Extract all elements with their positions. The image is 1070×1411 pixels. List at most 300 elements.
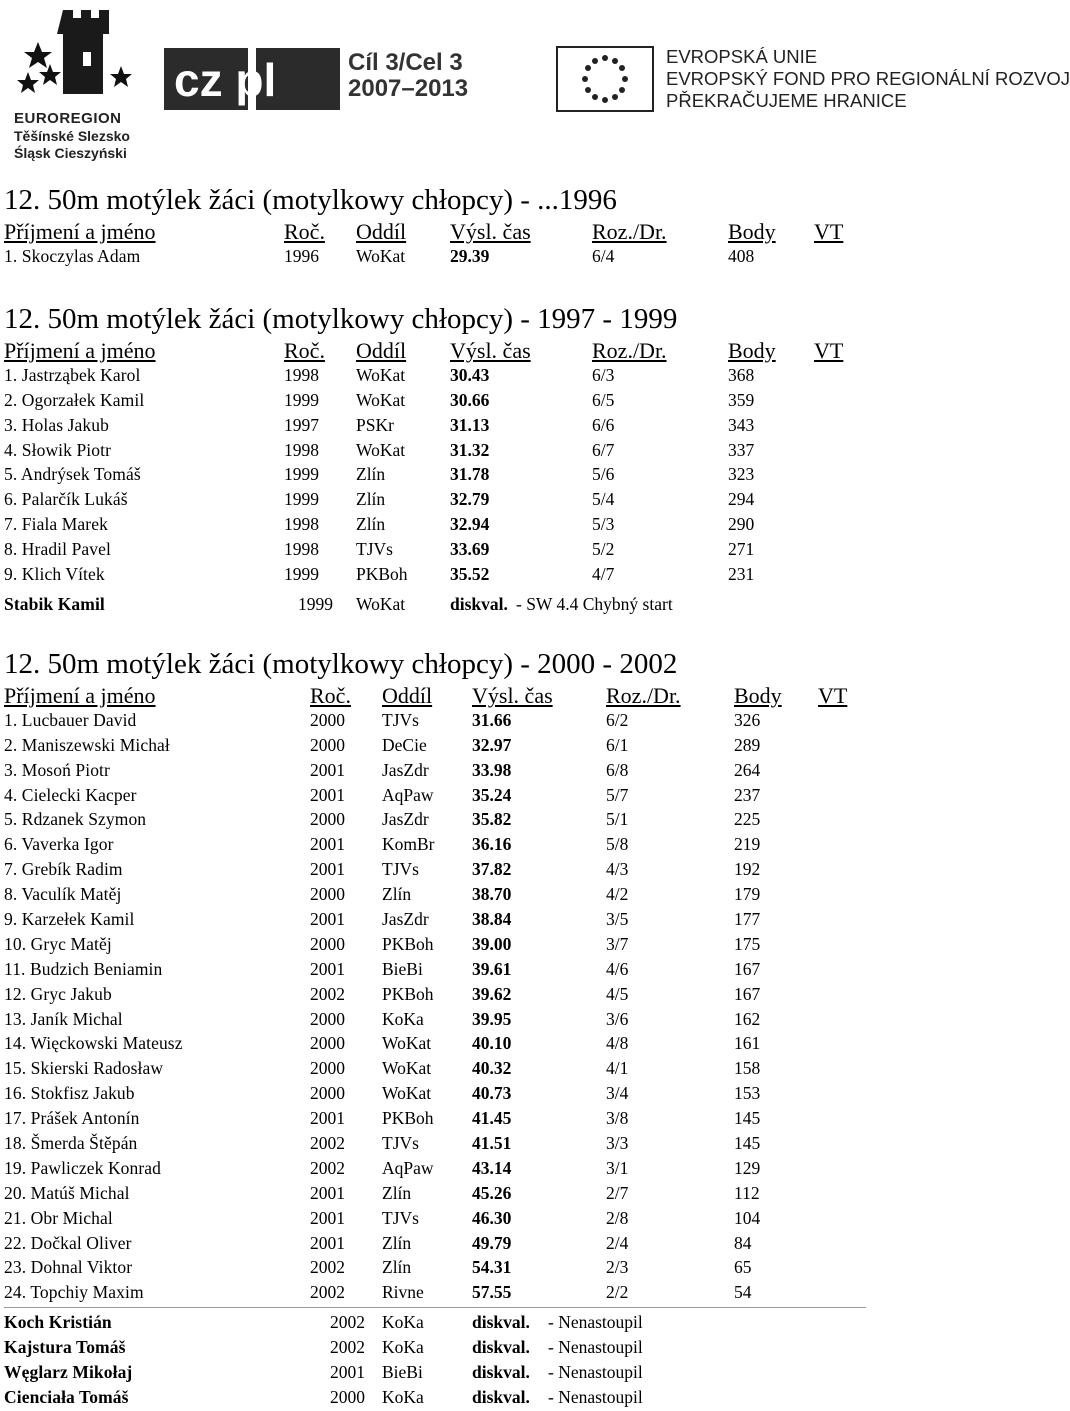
- result-time: 30.43: [450, 364, 490, 385]
- points: 290: [728, 514, 755, 535]
- athlete-name: 1. Lucbauer David: [4, 709, 137, 730]
- cil3-logo: [348, 50, 468, 102]
- points: 179: [734, 884, 761, 905]
- athlete-name: 21. Obr Michal: [4, 1207, 113, 1228]
- col-club: Oddíl: [356, 219, 407, 244]
- athlete-name: 19. Pawliczek Konrad: [4, 1157, 162, 1178]
- result-time: 30.66: [450, 389, 490, 410]
- club: JasZdr: [382, 759, 429, 780]
- euroregion-line-2: Těšínské Slezsko: [14, 128, 130, 144]
- disqualified-list: [4, 592, 944, 617]
- points: 167: [734, 958, 761, 979]
- club: WoKat: [382, 1058, 432, 1079]
- birth-year: 1999: [284, 564, 319, 585]
- birth-year: 2001: [310, 909, 345, 930]
- club: WoKat: [356, 364, 406, 385]
- birth-year: 2001: [310, 958, 345, 979]
- club: KomBr: [382, 834, 435, 855]
- points: 177: [734, 909, 761, 930]
- section-1997-1999: [4, 302, 944, 617]
- heat-lane: 4/3: [606, 859, 629, 880]
- birth-year: 2002: [330, 1312, 365, 1333]
- club: Zlín: [382, 1257, 412, 1278]
- table-row: [4, 1031, 944, 1056]
- birth-year: 1999: [284, 464, 319, 485]
- club: TJVs: [382, 1133, 419, 1154]
- heat-lane: 5/2: [592, 539, 615, 560]
- result-time: 35.52: [450, 564, 490, 585]
- table-row: [4, 857, 944, 882]
- birth-year: 2001: [310, 784, 345, 805]
- club: BieBi: [382, 1362, 423, 1383]
- result-time: 31.13: [450, 414, 490, 435]
- athlete-name: Węglarz Mikołaj: [4, 1362, 133, 1383]
- athlete-name: 11. Budzich Beniamin: [4, 958, 163, 979]
- result-time: 39.61: [472, 958, 512, 979]
- club: PSKr: [356, 414, 394, 435]
- table-row: [4, 957, 944, 982]
- heat-lane: 4/6: [606, 958, 629, 979]
- heat-lane: 3/5: [606, 909, 629, 930]
- birth-year: 2001: [310, 1108, 345, 1129]
- dq-status: diskval.: [472, 1362, 530, 1383]
- club: Zlín: [382, 1182, 412, 1203]
- club: WoKat: [356, 389, 406, 410]
- athlete-name: 14. Więckowski Mateusz: [4, 1033, 183, 1054]
- birth-year: 1998: [284, 514, 319, 535]
- birth-year: 1999: [284, 489, 319, 510]
- club: PKBoh: [382, 983, 434, 1004]
- heat-lane: 5/8: [606, 834, 629, 855]
- col-vt: VT: [818, 683, 848, 708]
- birth-year: 2002: [330, 1337, 365, 1358]
- table-row: [4, 1206, 944, 1231]
- birth-year: 2000: [310, 734, 345, 755]
- table-row: [4, 1056, 944, 1081]
- heat-lane: 6/7: [592, 439, 615, 460]
- result-time: 38.84: [472, 909, 512, 930]
- result-time: 37.82: [472, 859, 512, 880]
- table-row: [4, 413, 944, 438]
- points: 337: [728, 439, 755, 460]
- section-title: 12. 50m motýlek žáci (motylkowy chłopcy) - ...1996: [4, 184, 617, 216]
- result-time: 40.32: [472, 1058, 512, 1079]
- heat-lane: 2/8: [606, 1207, 629, 1228]
- column-header: [4, 219, 944, 244]
- col-time: Výsl. čas: [472, 683, 553, 708]
- result-time: 39.00: [472, 933, 512, 954]
- club: Rivne: [382, 1282, 424, 1303]
- euroregion-logo: [8, 2, 138, 162]
- club: Zlín: [356, 514, 386, 535]
- club: JasZdr: [382, 809, 429, 830]
- club: Zlín: [382, 884, 412, 905]
- athlete-name: Stabik Kamil: [4, 593, 105, 614]
- dq-reason: - Nenastoupil: [548, 1362, 643, 1383]
- points: 264: [734, 759, 761, 780]
- euroregion-line-1: EUROREGION: [14, 110, 122, 127]
- table-row: [4, 1131, 944, 1156]
- athlete-name: 13. Janík Michal: [4, 1008, 123, 1029]
- heat-lane: 4/7: [592, 564, 615, 585]
- points: 326: [734, 709, 761, 730]
- col-points: Body: [728, 219, 776, 244]
- eu-line-2: EVROPSKÝ FOND PRO REGIONÁLNÍ ROZVOJ: [666, 68, 1070, 89]
- athlete-name: 9. Karzełek Kamil: [4, 909, 135, 930]
- club: TJVs: [382, 859, 419, 880]
- result-time: 39.62: [472, 983, 512, 1004]
- dq-status: diskval.: [450, 593, 508, 614]
- result-time: 43.14: [472, 1157, 512, 1178]
- points: 54: [734, 1282, 752, 1303]
- athlete-name: 24. Topchiy Maxim: [4, 1282, 144, 1303]
- athlete-name: 8. Hradil Pavel: [4, 539, 111, 560]
- points: 289: [734, 734, 761, 755]
- club: AqPaw: [382, 784, 434, 805]
- club: JasZdr: [382, 909, 429, 930]
- disqualified-row: [4, 1335, 944, 1360]
- club: KoKa: [382, 1008, 424, 1029]
- section-title: 12. 50m motýlek žáci (motylkowy chłopcy) - 1997 - 1999: [4, 303, 678, 335]
- points: 237: [734, 784, 761, 805]
- column-header: [4, 338, 944, 363]
- result-time: 46.30: [472, 1207, 512, 1228]
- athlete-name: 1. Jastrząbek Karol: [4, 364, 141, 385]
- table-row: [4, 512, 944, 537]
- club: KoKa: [382, 1386, 424, 1407]
- birth-year: 1999: [298, 593, 333, 614]
- heat-lane: 2/2: [606, 1282, 629, 1303]
- col-club: Oddíl: [382, 683, 433, 708]
- heat-lane: 6/5: [592, 389, 615, 410]
- result-time: 57.55: [472, 1282, 512, 1303]
- divider: [4, 1307, 866, 1308]
- athlete-name: 4. Cielecki Kacper: [4, 784, 137, 805]
- disqualified-row: [4, 1310, 944, 1335]
- birth-year: 2001: [310, 1182, 345, 1203]
- points: 145: [734, 1133, 761, 1154]
- points: 162: [734, 1008, 761, 1029]
- heat-lane: 3/6: [606, 1008, 629, 1029]
- col-year: Roč.: [284, 338, 325, 363]
- dq-reason: - SW 4.4 Chybný start: [516, 593, 673, 614]
- disqualified-row: [4, 1360, 944, 1385]
- table-row: [4, 562, 944, 587]
- heat-lane: 5/6: [592, 464, 615, 485]
- section-title: 12. 50m motýlek žáci (motylkowy chłopcy) - 2000 - 2002: [4, 648, 678, 680]
- club: Zlín: [356, 489, 386, 510]
- col-time: Výsl. čas: [450, 219, 531, 244]
- heat-lane: 5/7: [606, 784, 629, 805]
- table-row: [4, 1106, 944, 1131]
- dq-status: diskval.: [472, 1312, 530, 1333]
- athlete-name: 22. Dočkal Oliver: [4, 1232, 132, 1253]
- heat-lane: 3/4: [606, 1083, 629, 1104]
- points: 112: [734, 1182, 760, 1203]
- result-time: 33.98: [472, 759, 512, 780]
- birth-year: 2000: [310, 1008, 345, 1029]
- disqualified-row: [4, 1385, 944, 1410]
- club: WoKat: [382, 1033, 432, 1054]
- birth-year: 1996: [284, 245, 319, 266]
- club: DeCie: [382, 734, 427, 755]
- club: KoKa: [382, 1312, 424, 1333]
- table-row: [4, 783, 944, 808]
- club: TJVs: [382, 709, 419, 730]
- birth-year: 2000: [310, 1058, 345, 1079]
- points: 175: [734, 933, 761, 954]
- table-row: [4, 758, 944, 783]
- result-time: 41.45: [472, 1108, 512, 1129]
- club: PKBoh: [382, 933, 434, 954]
- column-header: [4, 683, 944, 708]
- athlete-name: 17. Prášek Antonín: [4, 1108, 140, 1129]
- athlete-name: Koch Kristián: [4, 1312, 112, 1333]
- birth-year: 2000: [310, 1083, 345, 1104]
- col-vt: VT: [814, 219, 844, 244]
- heat-lane: 3/1: [606, 1157, 629, 1178]
- section-1996: [4, 183, 944, 269]
- birth-year: 2001: [310, 834, 345, 855]
- athlete-name: 3. Holas Jakub: [4, 414, 109, 435]
- heat-lane: 6/4: [592, 245, 615, 266]
- club: TJVs: [382, 1207, 419, 1228]
- cil3-title: Cíl 3/Cel 3: [348, 49, 463, 76]
- disqualified-list: [4, 1310, 944, 1410]
- result-time: 40.73: [472, 1083, 512, 1104]
- birth-year: 2001: [310, 1232, 345, 1253]
- athlete-name: 12. Gryc Jakub: [4, 983, 112, 1004]
- athlete-name: 6. Palarčík Lukáš: [4, 489, 128, 510]
- table-row: [4, 832, 944, 857]
- club: AqPaw: [382, 1157, 434, 1178]
- table-row: [4, 708, 944, 733]
- birth-year: 2002: [310, 1257, 345, 1278]
- table-row: [4, 244, 944, 269]
- club: WoKat: [356, 245, 406, 266]
- table-row: [4, 1156, 944, 1181]
- heat-lane: 6/2: [606, 709, 629, 730]
- heat-lane: 6/3: [592, 364, 615, 385]
- result-time: 49.79: [472, 1232, 512, 1253]
- table-row: [4, 388, 944, 413]
- results-list: [4, 363, 944, 587]
- dq-status: diskval.: [472, 1386, 530, 1407]
- disqualified-row: [4, 592, 944, 617]
- birth-year: 2001: [310, 1207, 345, 1228]
- col-year: Roč.: [310, 683, 351, 708]
- athlete-name: 1. Skoczylas Adam: [4, 245, 141, 266]
- athlete-name: 7. Fiala Marek: [4, 514, 108, 535]
- points: 104: [734, 1207, 761, 1228]
- athlete-name: 3. Mosoń Piotr: [4, 759, 110, 780]
- col-points: Body: [734, 683, 782, 708]
- cil3-years: 2007–2013: [348, 75, 469, 102]
- eu-line-3: PŘEKRAČUJEME HRANICE: [666, 90, 907, 111]
- col-year: Roč.: [284, 219, 325, 244]
- club: BieBi: [382, 958, 423, 979]
- heat-lane: 6/8: [606, 759, 629, 780]
- result-time: 32.94: [450, 514, 490, 535]
- col-heat: Roz./Dr.: [592, 338, 667, 363]
- table-row: [4, 1231, 944, 1256]
- heat-lane: 5/3: [592, 514, 615, 535]
- athlete-name: 10. Gryc Matěj: [4, 933, 112, 954]
- athlete-name: 16. Stokfisz Jakub: [4, 1083, 135, 1104]
- dq-reason: - Nenastoupil: [548, 1337, 643, 1358]
- birth-year: 2001: [330, 1362, 365, 1383]
- athlete-name: 20. Matúš Michal: [4, 1182, 130, 1203]
- castle-tower-icon: [8, 2, 138, 107]
- birth-year: 2002: [310, 1282, 345, 1303]
- result-time: 36.16: [472, 834, 512, 855]
- club: WoKat: [356, 593, 406, 614]
- table-row: [4, 882, 944, 907]
- heat-lane: 3/3: [606, 1133, 629, 1154]
- birth-year: 2000: [310, 884, 345, 905]
- table-row: [4, 1007, 944, 1032]
- result-time: 40.10: [472, 1033, 512, 1054]
- heat-lane: 6/1: [606, 734, 629, 755]
- result-time: 29.39: [450, 245, 490, 266]
- points: 145: [734, 1108, 761, 1129]
- table-row: [4, 438, 944, 463]
- result-time: 32.79: [450, 489, 490, 510]
- dq-reason: - Nenastoupil: [548, 1312, 643, 1333]
- svg-text:cz pl: cz pl: [174, 54, 277, 106]
- points: 161: [734, 1033, 761, 1054]
- heat-lane: 4/5: [606, 983, 629, 1004]
- club: WoKat: [382, 1083, 432, 1104]
- points: 219: [734, 834, 761, 855]
- club: KoKa: [382, 1337, 424, 1358]
- points: 368: [728, 364, 755, 385]
- table-row: [4, 807, 944, 832]
- athlete-name: Cienciała Tomáš: [4, 1386, 129, 1407]
- athlete-name: Kajstura Tomáš: [4, 1337, 126, 1358]
- birth-year: 2000: [310, 809, 345, 830]
- club: WoKat: [356, 439, 406, 460]
- result-time: 45.26: [472, 1182, 512, 1203]
- result-time: 38.70: [472, 884, 512, 905]
- heat-lane: 3/7: [606, 933, 629, 954]
- birth-year: 1998: [284, 539, 319, 560]
- result-time: 31.32: [450, 439, 490, 460]
- athlete-name: 2. Maniszewski Michał: [4, 734, 170, 755]
- athlete-name: 2. Ogorzałek Kamil: [4, 389, 145, 410]
- points: 167: [734, 983, 761, 1004]
- czpl-logo: [164, 48, 344, 110]
- club: TJVs: [356, 539, 393, 560]
- points: 343: [728, 414, 755, 435]
- points: 294: [728, 489, 755, 510]
- club: Zlín: [356, 464, 386, 485]
- birth-year: 2001: [310, 859, 345, 880]
- section-2000-2002: [4, 647, 944, 1410]
- club: PKBoh: [382, 1108, 434, 1129]
- athlete-name: 9. Klich Vítek: [4, 564, 105, 585]
- table-row: [4, 932, 944, 957]
- result-time: 54.31: [472, 1257, 512, 1278]
- heat-lane: 5/4: [592, 489, 615, 510]
- points: 271: [728, 539, 755, 560]
- table-row: [4, 1280, 944, 1305]
- dq-reason: - Nenastoupil: [548, 1386, 643, 1407]
- heat-lane: 5/1: [606, 809, 629, 830]
- dq-status: diskval.: [472, 1337, 530, 1358]
- result-time: 35.82: [472, 809, 512, 830]
- header: [0, 0, 1070, 170]
- col-points: Body: [728, 338, 776, 363]
- points: 153: [734, 1083, 761, 1104]
- result-time: 41.51: [472, 1133, 512, 1154]
- points: 231: [728, 564, 755, 585]
- col-name: Příjmení a jméno: [4, 683, 156, 708]
- table-row: [4, 1081, 944, 1106]
- athlete-name: 23. Dohnal Viktor: [4, 1257, 133, 1278]
- eu-text: [666, 46, 1070, 112]
- birth-year: 2002: [310, 1133, 345, 1154]
- athlete-name: 7. Grebík Radim: [4, 859, 123, 880]
- athlete-name: 5. Andrýsek Tomáš: [4, 464, 141, 485]
- table-row: [4, 733, 944, 758]
- points: 129: [734, 1157, 761, 1178]
- euroregion-line-3: Śląsk Cieszyński: [14, 145, 127, 161]
- birth-year: 2000: [310, 709, 345, 730]
- club: Zlín: [382, 1232, 412, 1253]
- birth-year: 1997: [284, 414, 319, 435]
- table-row: [4, 363, 944, 388]
- athlete-name: 4. Słowik Piotr: [4, 439, 112, 460]
- heat-lane: 2/4: [606, 1232, 629, 1253]
- heat-lane: 2/3: [606, 1257, 629, 1278]
- birth-year: 2000: [310, 933, 345, 954]
- col-vt: VT: [814, 338, 844, 363]
- eu-flag-icon: [556, 46, 654, 112]
- result-time: 33.69: [450, 539, 490, 560]
- result-time: 39.95: [472, 1008, 512, 1029]
- points: 65: [734, 1257, 752, 1278]
- table-row: [4, 1181, 944, 1206]
- athlete-name: 15. Skierski Radosław: [4, 1058, 164, 1079]
- table-row: [4, 907, 944, 932]
- birth-year: 2001: [310, 759, 345, 780]
- table-row: [4, 1255, 944, 1280]
- result-time: 35.24: [472, 784, 512, 805]
- points: 225: [734, 809, 761, 830]
- eu-line-1: EVROPSKÁ UNIE: [666, 46, 818, 67]
- points: 84: [734, 1232, 752, 1253]
- athlete-name: 8. Vaculík Matěj: [4, 884, 122, 905]
- points: 359: [728, 389, 755, 410]
- heat-lane: 4/1: [606, 1058, 629, 1079]
- heat-lane: 2/7: [606, 1182, 629, 1203]
- result-time: 32.97: [472, 734, 512, 755]
- points: 158: [734, 1058, 761, 1079]
- table-row: [4, 462, 944, 487]
- col-heat: Roz./Dr.: [592, 219, 667, 244]
- heat-lane: 4/2: [606, 884, 629, 905]
- heat-lane: 4/8: [606, 1033, 629, 1054]
- points: 408: [728, 245, 755, 266]
- table-row: [4, 487, 944, 512]
- birth-year: 2000: [330, 1386, 365, 1407]
- points: 192: [734, 859, 761, 880]
- birth-year: 1998: [284, 439, 319, 460]
- col-name: Příjmení a jméno: [4, 219, 156, 244]
- result-time: 31.66: [472, 709, 512, 730]
- col-name: Příjmení a jméno: [4, 338, 156, 363]
